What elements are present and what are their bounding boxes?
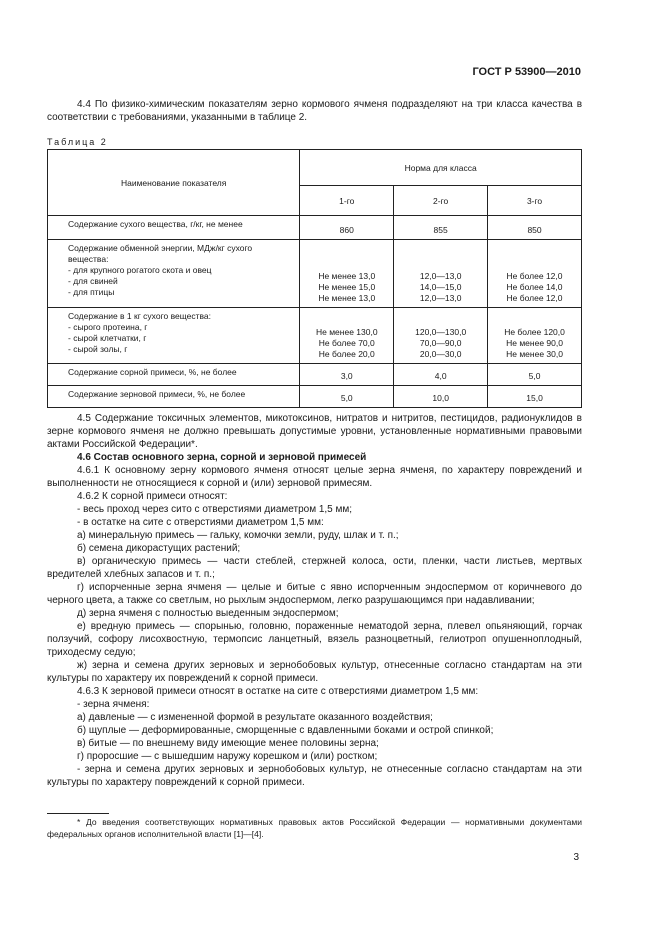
main-text [47, 412, 582, 789]
header-class-1: 1-го [300, 186, 394, 216]
value-line: Не менее 130,0 [315, 327, 378, 337]
list-item: а) давленые — с измененной формой в результате оказанного воздействия; [77, 712, 433, 723]
document-id-header: ГОСТ Р 53900—2010 [472, 66, 581, 78]
value-line: Не менее 13,0 [318, 293, 376, 303]
paragraph-4-4: 4.4 По физико-химическим показателям зерно кормового ячменя подразделяют на три класса качества в соответствии с требованиями, указанными в таблице 2. [47, 99, 582, 123]
indicator-name-cell [48, 240, 300, 308]
class-2-value-cell [394, 308, 488, 364]
paragraph-4-6-2: 4.6.2 К сорной примеси относят: [77, 491, 228, 502]
table-row [48, 308, 582, 364]
header-class-2: 2-го [394, 186, 488, 216]
class-1-value-cell [300, 308, 394, 364]
list-item: д) зерна ячменя с полностью выеденным эндоспермом; [77, 608, 339, 619]
list-item: г) проросшие — с вышедшим наружу корешком и (или) ростком; [77, 751, 378, 762]
indicator-name-line: Содержание зерновой примеси, %, не более [68, 389, 246, 399]
table-row [48, 386, 582, 408]
header-norm-for-class: Норма для класса [300, 150, 582, 186]
class-3-value-cell [488, 386, 582, 408]
indicator-name-line: - для крупного рогатого скота и овец [68, 265, 212, 275]
class-3-value-cell [488, 216, 582, 240]
class-2-value-cell [394, 216, 488, 240]
list-item: - весь проход через сито с отверстиями диаметром 1,5 мм; [77, 504, 353, 515]
value-line: Не менее 15,0 [318, 282, 376, 292]
value-line: 70,0—90,0 [419, 338, 462, 348]
indicator-name-line: Содержание в 1 кг сухого вещества: [68, 311, 211, 321]
class-3-value-cell [488, 308, 582, 364]
list-item: в) битые — по внешнему виду имеющие менее половины зерна; [77, 738, 379, 749]
section-4-4 [47, 98, 582, 124]
class-3-value-cell [488, 364, 582, 386]
footnote-divider [47, 813, 109, 814]
value-line: 10,0 [432, 393, 449, 403]
page-number: 3 [573, 852, 579, 863]
indicator-name-line: - сырой клетчатки, г [68, 333, 147, 343]
table-row [48, 216, 582, 240]
indicator-name-cell [48, 308, 300, 364]
value-line: 855 [433, 225, 448, 235]
indicator-name-cell [48, 364, 300, 386]
table-body [48, 216, 582, 408]
indicator-name-line: Содержание обменной энергии, МДж/кг сухого вещества: [68, 243, 253, 264]
value-line: Не менее 13,0 [318, 271, 376, 281]
list-item: б) щуплые — деформированные, сморщенные с вдавленными боками и острой спинкой; [77, 725, 494, 736]
value-line: Не более 12,0 [506, 293, 563, 303]
value-line: 12,0—13,0 [419, 293, 462, 303]
class-1-value-cell [300, 216, 394, 240]
value-line: 5,0 [340, 393, 353, 403]
table-caption: Таблица 2 [47, 137, 108, 147]
header-indicator-name: Наименование показателя [48, 150, 300, 216]
value-line: Не более 20,0 [318, 349, 375, 359]
value-line: Не более 70,0 [318, 338, 375, 348]
class-2-value-cell [394, 364, 488, 386]
value-line: 20,0—30,0 [419, 349, 462, 359]
table-2 [47, 149, 582, 408]
value-line: Не менее 30,0 [506, 349, 563, 359]
class-1-value-cell [300, 386, 394, 408]
footnote [47, 816, 582, 840]
paragraph-4-5: 4.5 Содержание токсичных элементов, микотоксинов, нитратов и нитритов, пестицидов, радионуклидов в зерне кормового ячменя не должно превышать допустимые уровни, установленные нормативными правовыми актами Российской Федерации*. [47, 413, 582, 450]
value-line: 5,0 [528, 371, 541, 381]
class-2-value-cell [394, 240, 488, 308]
list-item: а) минеральную примесь — гальку, комочки земли, руду, шлак и т. п.; [77, 530, 399, 541]
value-line: Не более 120,0 [504, 327, 565, 337]
value-line: 12,0—13,0 [419, 271, 462, 281]
value-line: 3,0 [340, 371, 353, 381]
indicator-name-line: - сырой золы, г [68, 344, 128, 354]
list-item: е) вредную примесь — спорынью, головню, пораженные нематодой зерна, плевел опьяняющий, горчак ползучий, софору лисохвостную, термопсис ланцетный, вязель разноцветный, гелиотроп опушенноплодный, триходесму седую; [47, 621, 582, 658]
value-line: 120,0—130,0 [415, 327, 467, 337]
list-item: ж) зерна и семена других зерновых и зернобобовых культур, отнесенные согласно стандартам на эти культуры по характеру их повреждений к сорной примеси. [47, 660, 582, 684]
table-row [48, 240, 582, 308]
value-line: 15,0 [526, 393, 543, 403]
value-line: 860 [339, 225, 354, 235]
list-item: - в остатке на сите с отверстиями диаметром 1,5 мм: [77, 517, 324, 528]
indicator-name-cell [48, 216, 300, 240]
footnote-text: * До введения соответствующих нормативных правовых актов Российской Федерации — нормативными документами федеральных органов исполнительной власти [1]—[4]. [47, 817, 582, 839]
paragraph-4-6-3: 4.6.3 К зерновой примеси относят в остатке на сите с отверстиями диаметром 1,5 мм: [77, 686, 479, 697]
indicator-name-line: - сырого протеина, г [68, 322, 148, 332]
paragraph-4-6-1: 4.6.1 К основному зерну кормового ячменя относят целые зерна ячменя, по характеру повреждений и выполненности не относящиеся к сорной и (или) зерновой примесям. [47, 465, 582, 489]
class-2-value-cell [394, 386, 488, 408]
list-item: в) органическую примесь — части стеблей, стержней колоса, ости, пленки, части листьев, мертвых вредителей хлебных запасов и т. п.; [47, 556, 582, 580]
indicator-name-line: - для птицы [68, 287, 115, 297]
list-item: г) испорченные зерна ячменя — целые и битые с явно испорченным эндоспермом от коричневого до черного цвета, а также со светлым, но рыхлым эндоспермом, легко разрушающимся при надавливании; [47, 582, 582, 606]
value-line: 14,0—15,0 [419, 282, 462, 292]
list-item: б) семена дикорастущих растений; [77, 543, 241, 554]
list-item: - зерна ячменя: [77, 699, 150, 710]
value-line: Не более 14,0 [506, 282, 563, 292]
value-line: 850 [527, 225, 542, 235]
table-row [48, 364, 582, 386]
indicator-name-line: Содержание сорной примеси, %, не более [68, 367, 237, 377]
indicator-name-line: Содержание сухого вещества, г/кг, не менее [68, 219, 243, 229]
indicator-name-line: - для свиней [68, 276, 118, 286]
heading-4-6: 4.6 Состав основного зерна, сорной и зерновой примесей [77, 452, 367, 463]
value-line: Не более 12,0 [506, 271, 563, 281]
value-line: 4,0 [434, 371, 447, 381]
class-3-value-cell [488, 240, 582, 308]
indicator-name-cell [48, 386, 300, 408]
class-1-value-cell [300, 240, 394, 308]
value-line: Не менее 90,0 [506, 338, 563, 348]
header-class-3: 3-го [488, 186, 582, 216]
class-1-value-cell [300, 364, 394, 386]
list-item: - зерна и семена других зерновых и зернобобовых культур, не отнесенные согласно стандартам на эти культуры по характеру повреждений к сорной примеси. [47, 764, 582, 788]
